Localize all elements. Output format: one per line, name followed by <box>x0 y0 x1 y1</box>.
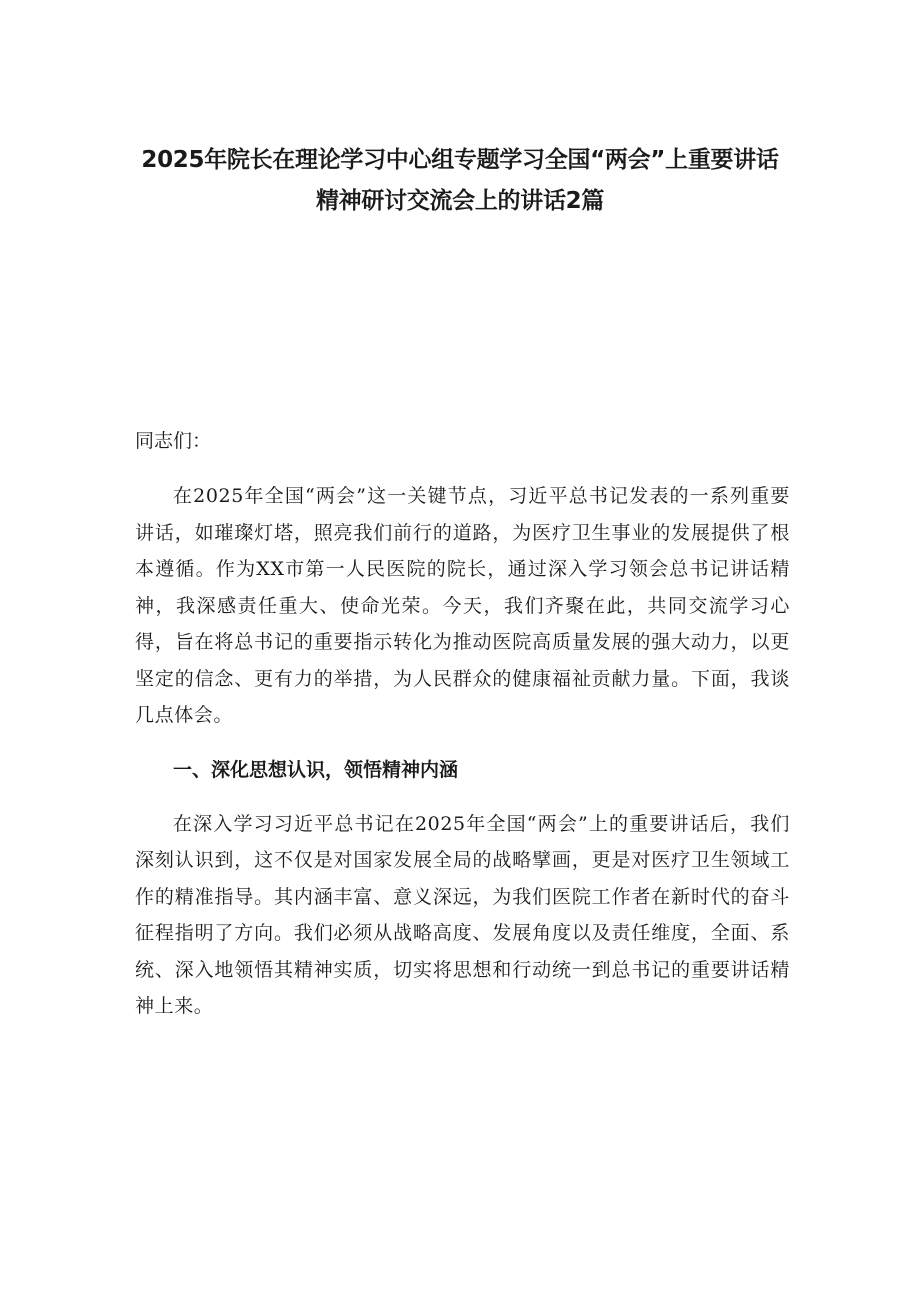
document-body <box>135 422 790 1025</box>
section-paragraph: 在深入学习习近平总书记在2025年全国“两会”上的重要讲话后，我们深刻认识到，这不仅是对国家发展全局的战略擘画，更是对医疗卫生领域工作的精准指导。其内涵丰富、意义深远，为我们医院工作者在新时代的奋斗征程指明了方向。我们必须从战略高度、发展角度以及责任维度，全面、系统、深入地领悟其精神实质，切实将思想和行动统一到总书记的重要讲话精神上来。 <box>135 812 790 1017</box>
document-title: 2025年院长在理论学习中心组专题学习全国“两会”上重要讲话精神研讨交流会上的讲话2篇 <box>141 147 779 214</box>
intro-paragraph: 在2025年全国“两会”这一关键节点，习近平总书记发表的一系列重要讲话，如璀璨灯塔，照亮我们前行的道路，为医疗卫生事业的发展提供了根本遵循。作为XX市第一人民医院的院长，通过深入学习领会总书记讲话精神，我深感责任重大、使命光荣。今天，我们齐聚在此，共同交流学习心得，旨在将总书记的重要指示转化为推动医院高质量发展的强大动力，以更坚定的信念、更有力的举措，为人民群众的健康福祉贡献力量。下面，我谈几点体会。 <box>135 485 790 726</box>
section-heading: 一、深化思想认识，领悟精神内涵 <box>173 758 459 781</box>
salutation: 同志们： <box>135 430 212 452</box>
